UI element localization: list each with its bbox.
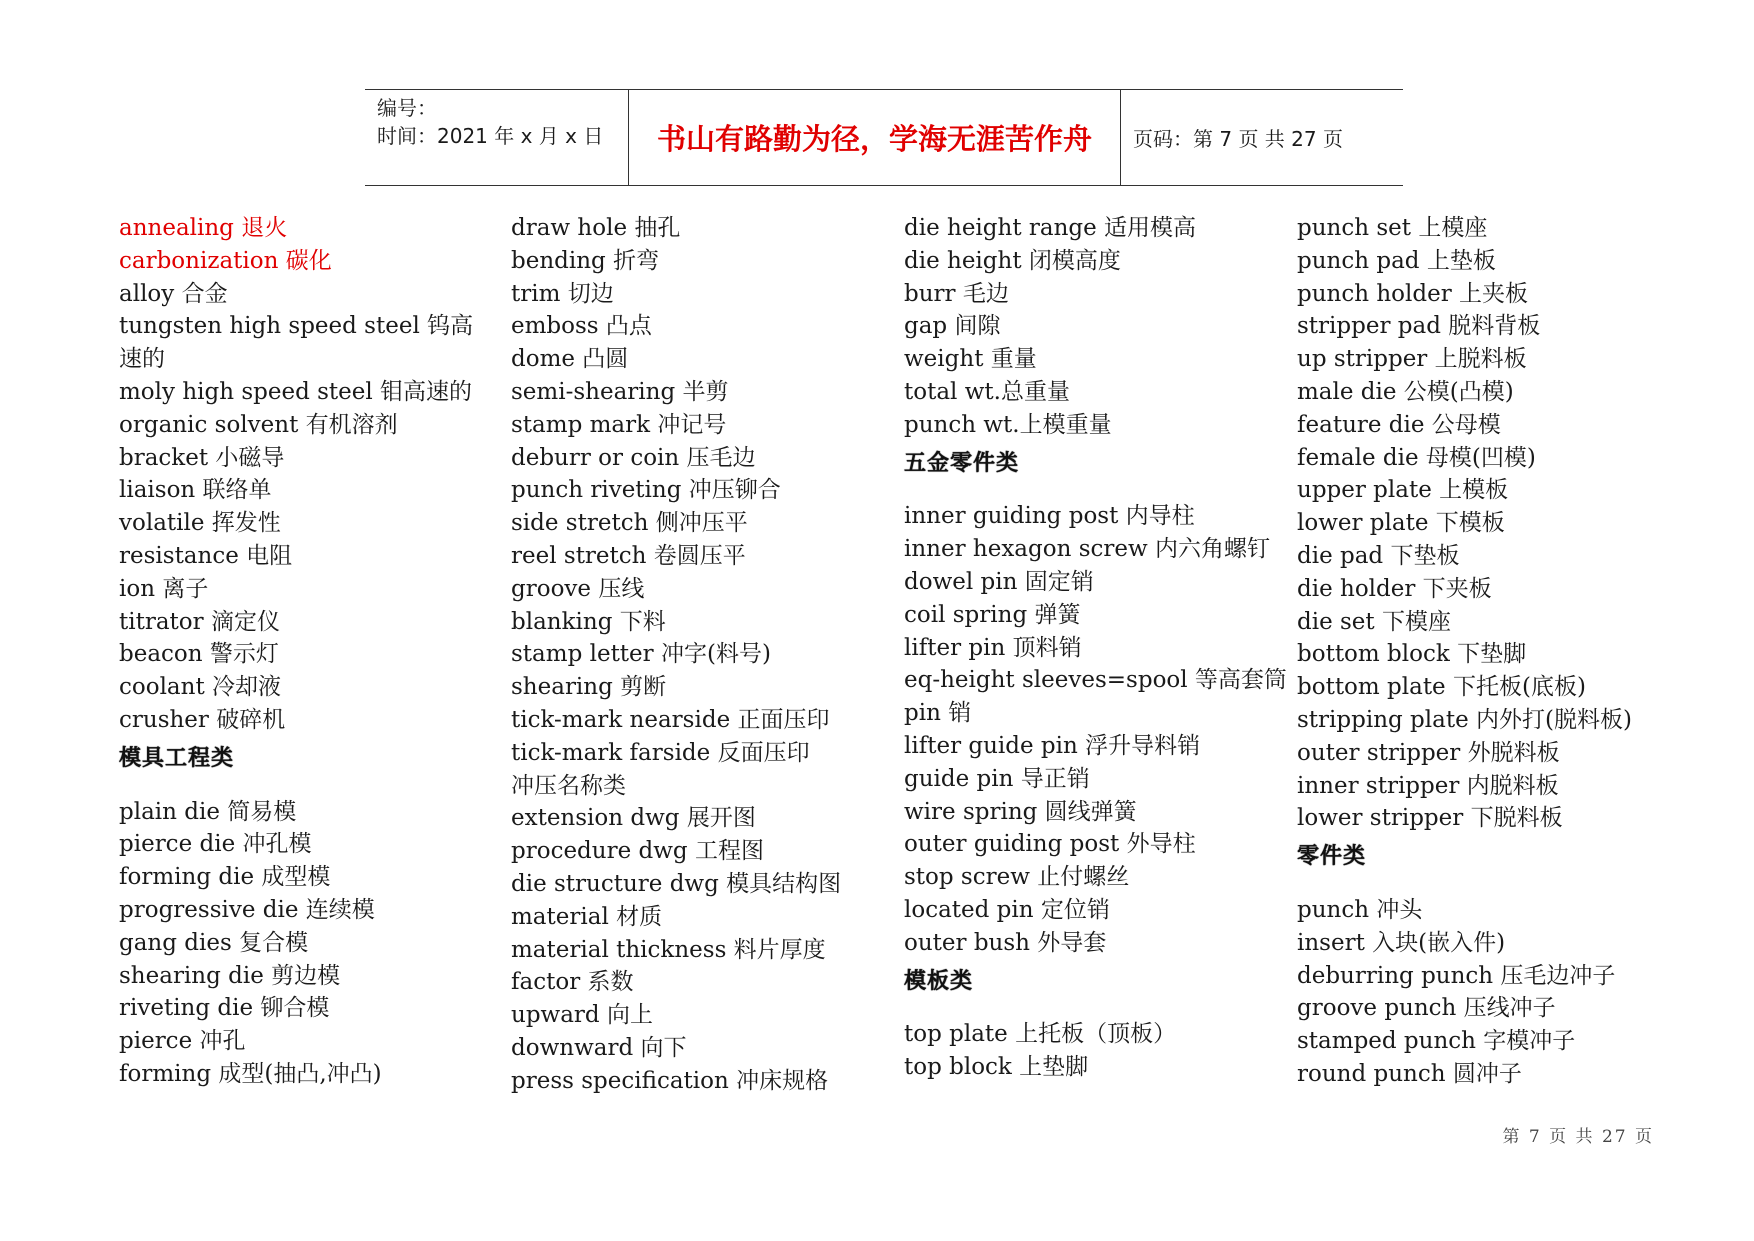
glossary-entry: top plate 上托板（顶板） [904, 1021, 1177, 1048]
glossary-entry: dowel pin 固定销 [904, 568, 1094, 595]
glossary-entry: carbonization 碳化 [119, 247, 332, 274]
glossary-entry: procedure dwg 工程图 [511, 838, 764, 865]
glossary-entry: tick-mark nearside 正面压印 [511, 706, 830, 733]
glossary-entry: located pin 定位销 [904, 896, 1110, 923]
glossary-column-3 [904, 212, 1287, 1084]
glossary-entry: resistance 电阻 [119, 542, 293, 569]
glossary-entry: shearing 剪断 [511, 674, 667, 701]
glossary-entry: ion 离子 [119, 575, 209, 602]
glossary-column-4 [1297, 212, 1672, 1091]
glossary-entry: riveting die 铆合模 [119, 995, 330, 1022]
glossary-entry: male die 公模(凸模) [1297, 378, 1514, 405]
glossary-entry: semi-shearing 半剪 [511, 378, 729, 405]
glossary-entry: die height range 适用模高 [904, 215, 1197, 241]
glossary-entry: deburring punch 压毛边冲子 [1297, 962, 1616, 989]
glossary-entry: bottom plate 下托板(底板) [1297, 674, 1586, 701]
section-heading: 模板类 [904, 968, 974, 994]
glossary-column-1 [119, 212, 494, 1091]
glossary-entry: stripping plate 内外打(脱料板) [1297, 706, 1632, 733]
header-motto-cell [628, 90, 1121, 185]
glossary-entry: punch riveting 冲压铆合 [511, 477, 781, 504]
glossary-entry: burr 毛边 [904, 280, 1009, 307]
glossary-entry: upward 向上 [511, 1002, 653, 1029]
page-footer: 第 7 页 共 27 页 [1502, 1127, 1654, 1147]
glossary-entry: trim 切边 [511, 280, 614, 307]
glossary-column-2 [511, 212, 886, 1098]
glossary-entry: punch holder 上夹板 [1297, 280, 1529, 307]
glossary-entry: deburr or coin 压毛边 [511, 444, 756, 471]
glossary-entry: extension dwg 展开图 [511, 805, 756, 832]
glossary-entry: draw hole 抽孔 [511, 215, 681, 241]
glossary-entry: punch pad 上垫板 [1297, 247, 1496, 274]
section-heading: 零件类 [1297, 844, 1367, 870]
glossary-entry: inner stripper 内脱料板 [1297, 772, 1559, 799]
glossary-entry: progressive die 连续模 [119, 896, 375, 923]
glossary-entry: lower stripper 下脱料板 [1297, 805, 1563, 832]
glossary-entry: side stretch 侧冲压平 [511, 510, 748, 537]
glossary-entry: reel stretch 卷圆压平 [511, 542, 746, 569]
glossary-entry: lower plate 下模板 [1297, 510, 1505, 537]
glossary-entry: volatile 挥发性 [119, 510, 281, 537]
glossary-entry: eq-height sleeves=spool 等高套筒 [904, 667, 1287, 694]
glossary-entry: die set 下模座 [1297, 608, 1451, 635]
glossary-entry: die height 闭模高度 [904, 247, 1121, 274]
glossary-entry: wire spring 圆线弹簧 [904, 798, 1137, 825]
section-heading: 五金零件类 [904, 450, 1020, 476]
glossary-entry: die structure dwg 模具结构图 [511, 870, 842, 897]
glossary-entry: pierce 冲孔 [119, 1028, 246, 1055]
glossary-entry: groove punch 压线冲子 [1297, 995, 1556, 1022]
glossary-entry: top block 上垫脚 [904, 1054, 1089, 1081]
glossary-entry: stop screw 止付螺丝 [904, 864, 1130, 891]
date-line: 时间：2021 年 x 月 x 日 [377, 124, 604, 148]
glossary-entry: liaison 联络单 [119, 477, 272, 504]
glossary-entry: press specification 冲床规格 [511, 1067, 829, 1094]
glossary-entry: groove 压线 [511, 575, 645, 602]
glossary-entry: plain die 简易模 [119, 798, 297, 825]
glossary-entry: bottom block 下垫脚 [1297, 641, 1527, 668]
glossary-entry: punch 冲头 [1297, 896, 1423, 923]
glossary-entry: insert 入块(嵌入件) [1297, 929, 1506, 956]
glossary-entry: die pad 下垫板 [1297, 542, 1460, 569]
glossary-entry: forming 成型(抽凸,冲凸) [119, 1060, 382, 1087]
glossary-entry: pin 销 [904, 700, 972, 727]
glossary-entry: outer stripper 外脱料板 [1297, 739, 1560, 766]
header-meta-cell [365, 90, 628, 185]
glossary-entry: guide pin 导正销 [904, 765, 1090, 792]
glossary-entry: dome 凸圆 [511, 346, 629, 373]
glossary-entry: material 材质 [511, 903, 663, 930]
glossary-entry: weight 重量 [904, 346, 1037, 373]
glossary-entry: inner hexagon screw 内六角螺钉 [904, 536, 1270, 563]
glossary-entry: material thickness 料片厚度 [511, 936, 826, 963]
glossary-entry: outer guiding post 外导柱 [904, 831, 1196, 858]
glossary-entry: stripper pad 脱料背板 [1297, 313, 1541, 340]
glossary-entry: shearing die 剪边模 [119, 962, 341, 989]
number-label: 编号： [377, 96, 437, 120]
glossary-entry: forming die 成型模 [119, 864, 331, 891]
header-page-cell [1121, 90, 1403, 185]
glossary-entry: emboss 凸点 [511, 313, 652, 340]
glossary-entry: feature die 公母模 [1297, 411, 1501, 438]
glossary-entry: titrator 滴定仪 [119, 608, 280, 635]
glossary-entry: total wt.总重量 [904, 378, 1070, 405]
glossary-entry: bending 折弯 [511, 247, 660, 274]
glossary-entry: coolant 冷却液 [119, 674, 282, 701]
glossary-entry: stamp letter 冲字(料号) [511, 641, 771, 668]
glossary-entry: 冲压名称类 [511, 772, 626, 799]
glossary-entry: stamp mark 冲记号 [511, 411, 727, 438]
glossary-entry: downward 向下 [511, 1034, 687, 1061]
glossary-entry: up stripper 上脱料板 [1297, 346, 1527, 373]
glossary-entry: punch wt.上模重量 [904, 411, 1112, 438]
glossary-entry: coil spring 弹簧 [904, 601, 1081, 628]
glossary-entry: pierce die 冲孔模 [119, 831, 312, 858]
section-heading: 模具工程类 [119, 745, 235, 771]
glossary-entry: blanking 下料 [511, 608, 666, 635]
glossary-entry: punch set 上模座 [1297, 215, 1488, 241]
glossary-entry: lifter pin 顶料销 [904, 634, 1082, 661]
glossary-entry: tick-mark farside 反面压印 [511, 739, 810, 766]
glossary-entry: factor 系数 [511, 969, 634, 996]
glossary-entry: moly high speed steel 钼高速的 [119, 378, 473, 405]
glossary-entry: outer bush 外导套 [904, 929, 1107, 956]
glossary-entry: round punch 圆冲子 [1297, 1060, 1522, 1087]
glossary-entry: annealing 退火 [119, 215, 288, 241]
glossary-entry: inner guiding post 内导柱 [904, 503, 1195, 530]
motto: 书山有路勤为径，学海无涯苦作舟 [656, 122, 1092, 156]
glossary-entry: female die 母模(凹模) [1297, 444, 1536, 471]
glossary-entry: beacon 警示灯 [119, 641, 279, 668]
glossary-entry: gap 间隙 [904, 313, 1001, 340]
glossary-entry: crusher 破碎机 [119, 706, 286, 733]
glossary-entry: gang dies 复合模 [119, 929, 309, 956]
glossary-entry: bracket 小磁导 [119, 444, 285, 471]
document-header [365, 89, 1403, 186]
glossary-entry: die holder 下夹板 [1297, 575, 1492, 602]
glossary-entry: lifter guide pin 浮升导料销 [904, 732, 1201, 759]
glossary-entry: organic solvent 有机溶剂 [119, 411, 398, 438]
page-indicator: 页码：第 7 页 共 27 页 [1133, 127, 1343, 151]
glossary-entry: alloy 合金 [119, 280, 228, 307]
glossary-entry: tungsten high speed steel 钨高速的 [119, 313, 474, 373]
glossary-entry: upper plate 上模板 [1297, 477, 1509, 504]
glossary-entry: stamped punch 字模冲子 [1297, 1028, 1576, 1055]
